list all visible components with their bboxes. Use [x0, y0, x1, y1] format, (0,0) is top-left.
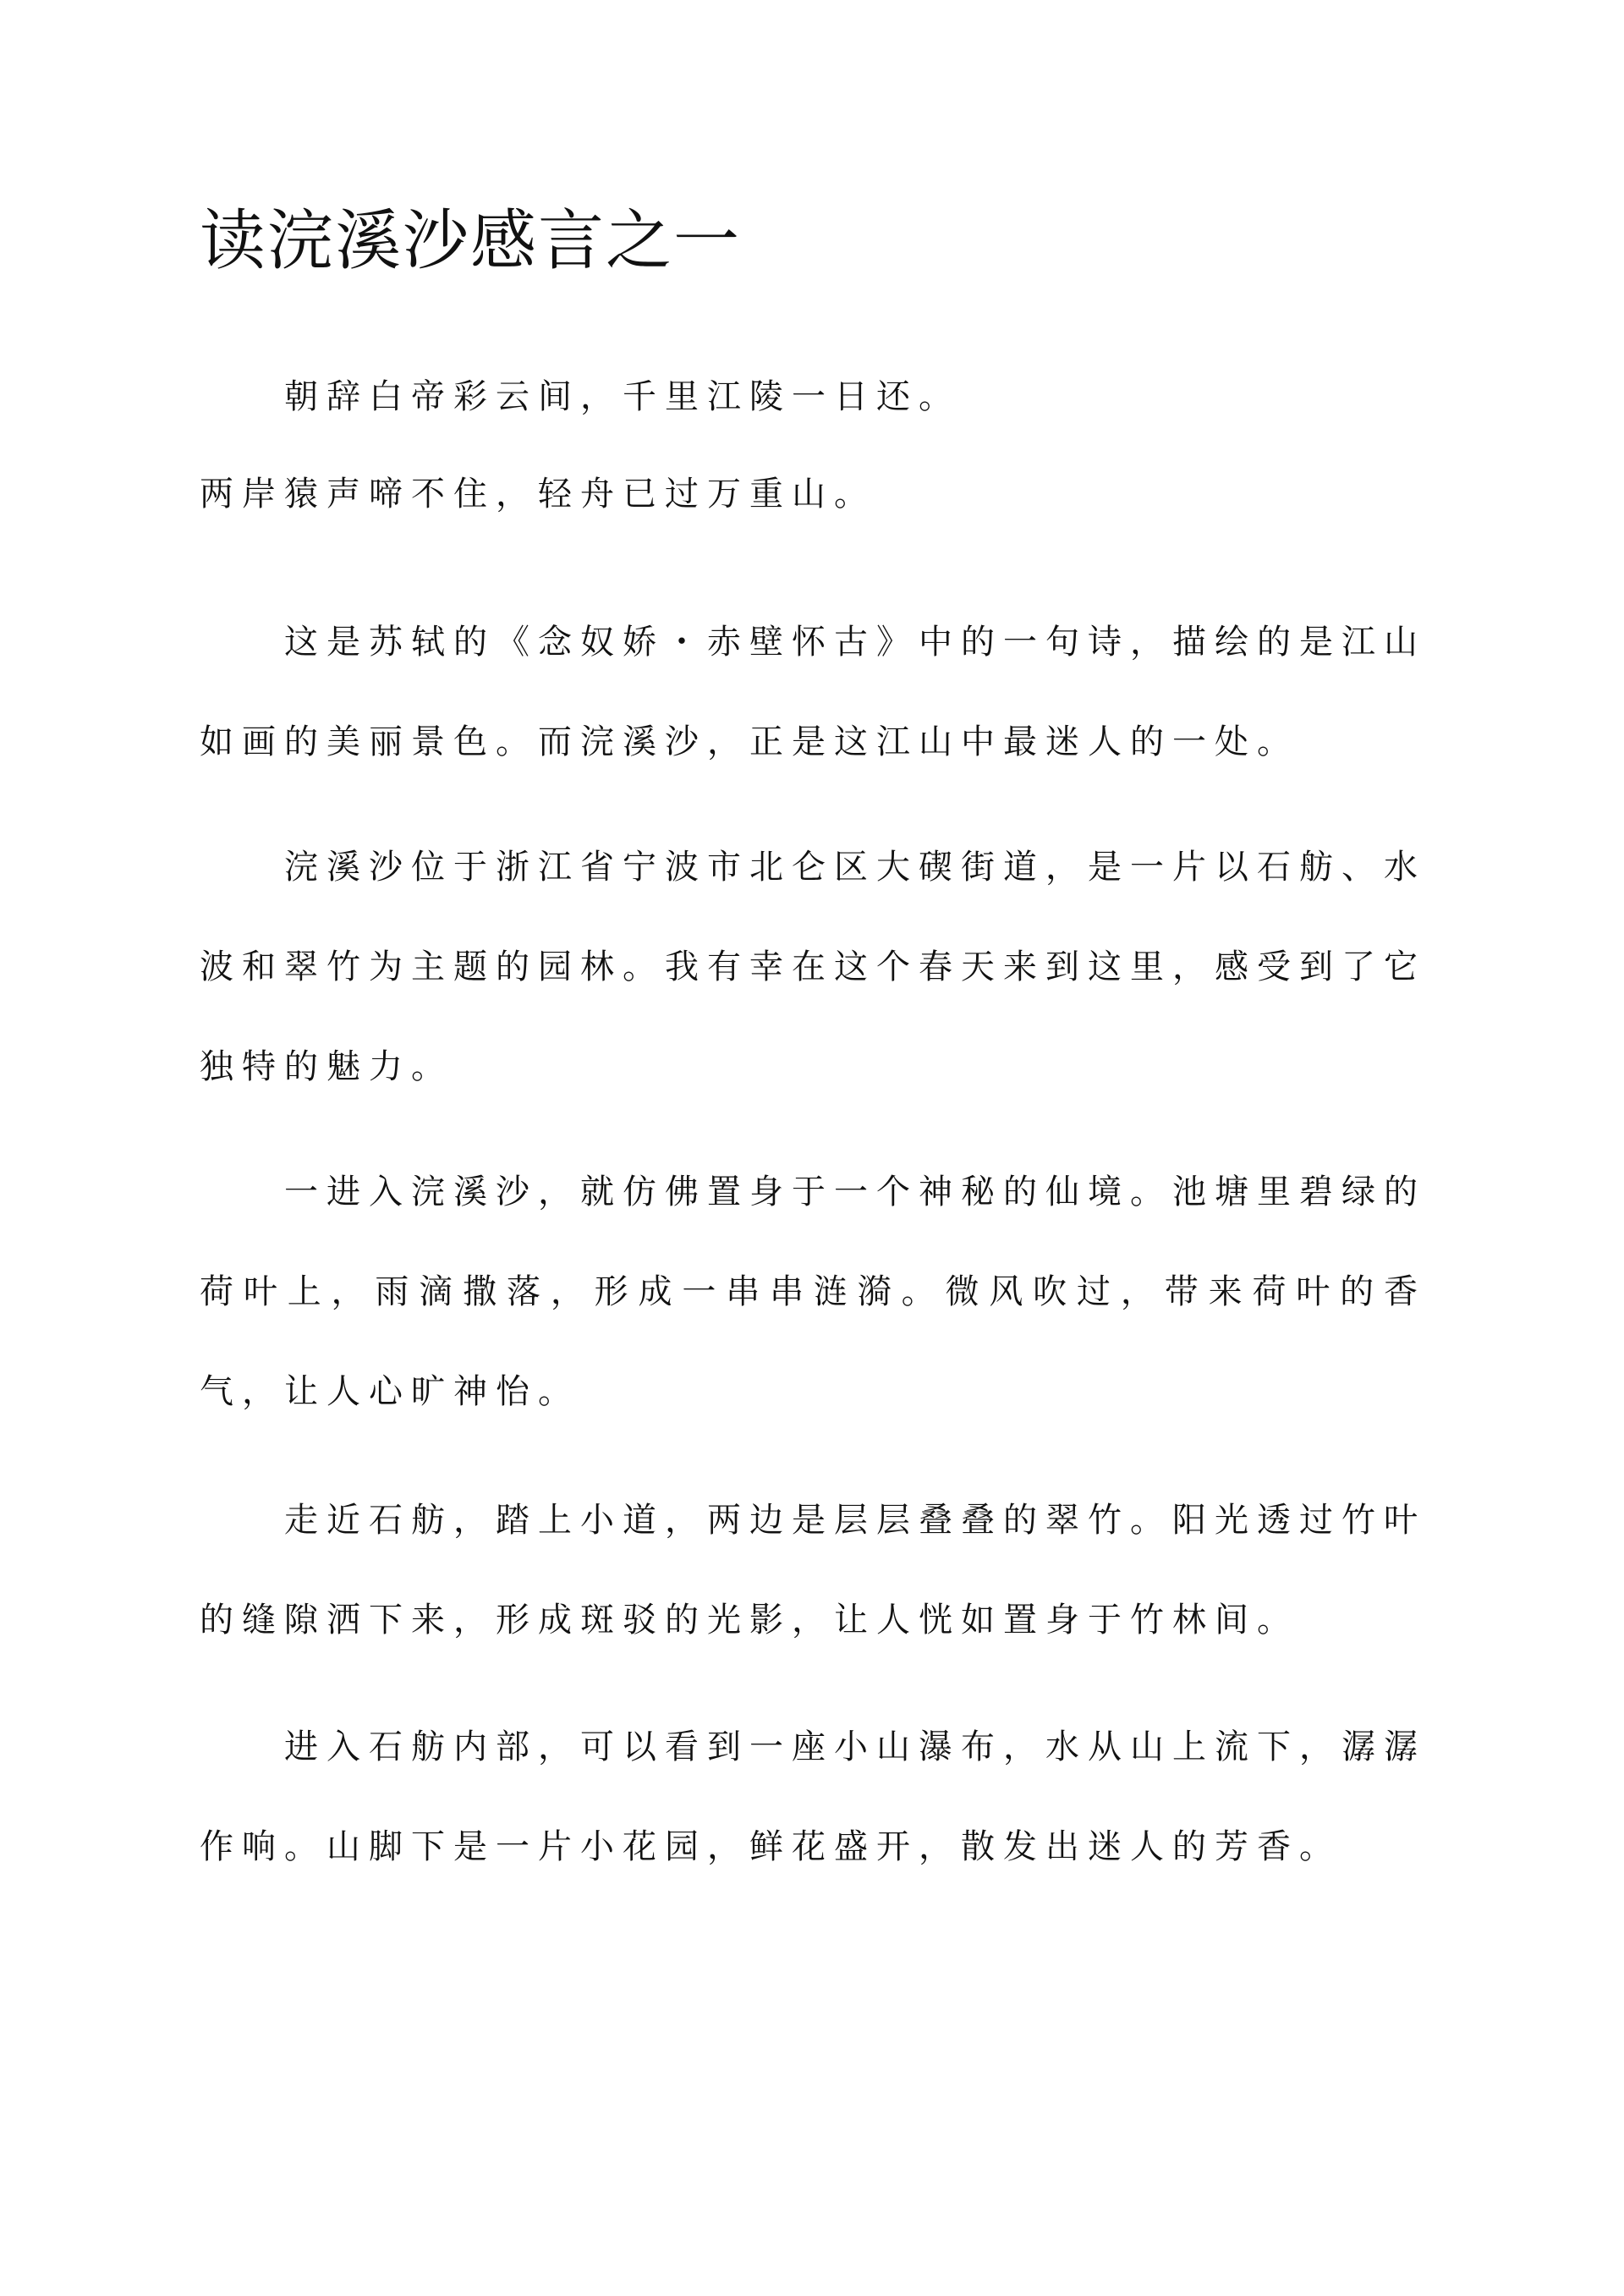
paragraph-2: 浣溪沙位于浙江省宁波市北仑区大碶街道，是一片以石舫、水波和翠竹为主题的园林。我有幸在这个春天来到这里，感受到了它独特的魅力。 [200, 848, 1426, 1086]
paragraph-3: 一进入浣溪沙，就仿佛置身于一个神秘的仙境。池塘里碧绿的荷叶上，雨滴撒落，形成一串串涟漪。微风吹过，带来荷叶的香气，让人心旷神怡。 [200, 1173, 1426, 1411]
document-title: 读浣溪沙感言之一 [200, 203, 742, 279]
paragraph-5: 进入石舫内部，可以看到一座小山瀑布，水从山上流下，潺潺作响。山脚下是一片小花园，鲜花盛开，散发出迷人的芳香。 [200, 1727, 1426, 1866]
paragraph-4: 走近石舫，踏上小道，两边是层层叠叠的翠竹。阳光透过竹叶的缝隙洒下来，形成斑驳的光影，让人恍如置身于竹林间。 [200, 1501, 1426, 1640]
paragraph-poem-line-1: 朝辞白帝彩云间，千里江陵一日还。 [284, 377, 961, 416]
paragraph-1: 这是苏轼的《念奴娇・赤壁怀古》中的一句诗，描绘的是江山如画的美丽景色。而浣溪沙，正是这江山中最迷人的一处。 [200, 623, 1426, 761]
paragraph-poem-line-2: 两岸猿声啼不住，轻舟已过万重山。 [200, 475, 876, 514]
